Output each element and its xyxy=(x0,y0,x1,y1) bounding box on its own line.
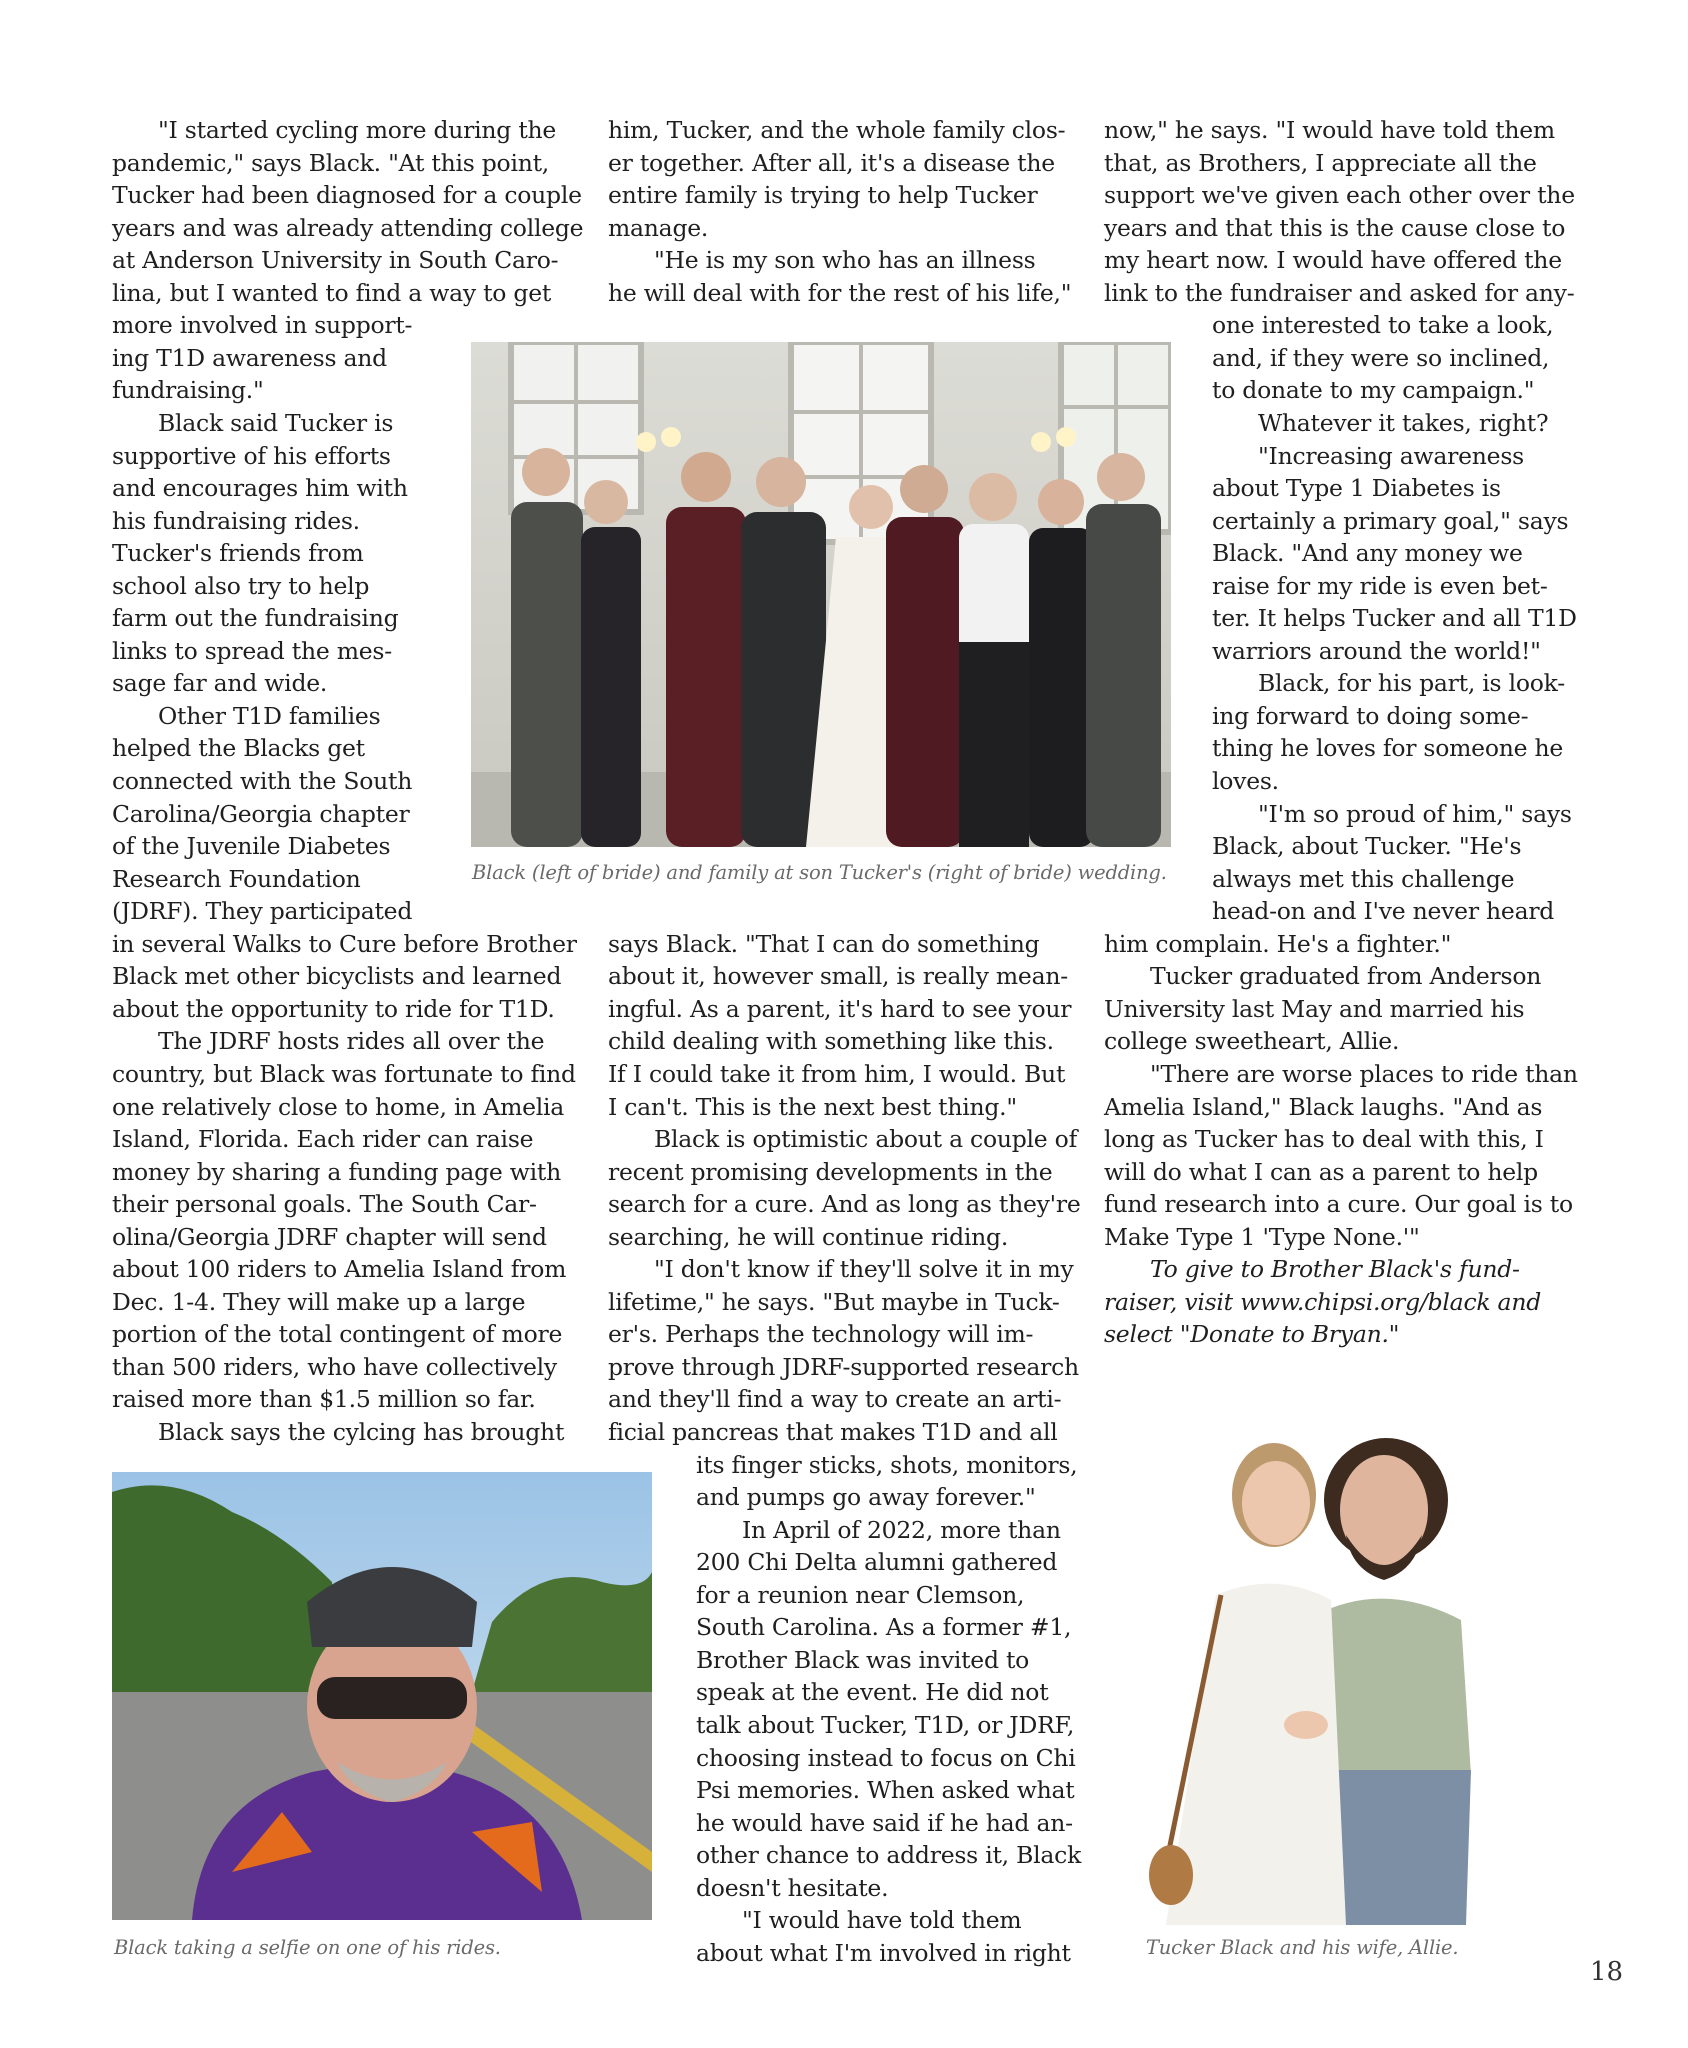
article-text-line: farm out the fundraising xyxy=(112,604,399,633)
article-text-line: entire family is trying to help Tucker xyxy=(608,181,1038,210)
article-text-line: In April of 2022, more than xyxy=(742,1515,1061,1544)
article-text-line: him complain. He's a fighter." xyxy=(1104,929,1452,958)
article-text-line: talk about Tucker, T1D, or JDRF, xyxy=(696,1710,1075,1739)
article-text-line: about what I'm involved in right xyxy=(696,1938,1071,1967)
article-text-line: search for a cure. And as long as they're xyxy=(608,1190,1081,1219)
article-text-line: raised more than $1.5 million so far. xyxy=(112,1385,536,1414)
article-text-line: Psi memories. When asked what xyxy=(696,1776,1075,1805)
article-text-line: money by sharing a funding page with xyxy=(112,1157,561,1186)
article-text-line: his fundraising rides. xyxy=(112,506,360,535)
article-text-line: one interested to take a look, xyxy=(1212,311,1554,340)
article-text-line: Black is optimistic about a couple of xyxy=(654,1125,1078,1154)
article-text-line: "I'm so proud of him," says xyxy=(1258,799,1572,828)
article-text-line: Dec. 1-4. They will make up a large xyxy=(112,1287,526,1316)
article-text-line: Carolina/Georgia chapter xyxy=(112,799,410,828)
article-text-line: manage. xyxy=(608,213,709,242)
article-text-line: supportive of his efforts xyxy=(112,441,391,470)
article-text-line: to donate to my campaign." xyxy=(1212,376,1535,405)
article-text-line: Brother Black was invited to xyxy=(696,1645,1030,1674)
tucker-allie-photo xyxy=(1146,1395,1476,1925)
article-text-line: of the Juvenile Diabetes xyxy=(112,832,391,861)
article-text-line: prove through JDRF-supported research xyxy=(608,1352,1079,1381)
article-text-line: support we've given each other over the xyxy=(1104,181,1575,210)
article-text-line: speak at the event. He did not xyxy=(696,1678,1049,1707)
article-text-line: one relatively close to home, in Amelia xyxy=(112,1092,565,1121)
article-text-line: he would have said if he had an- xyxy=(696,1808,1073,1837)
article-text-line: searching, he will continue riding. xyxy=(608,1222,1009,1251)
article-text-line: "I would have told them xyxy=(742,1906,1022,1935)
article-text-line: sage far and wide. xyxy=(112,669,328,698)
article-text-line: select "Donate to Bryan." xyxy=(1104,1320,1400,1349)
article-text-line: (JDRF). They participated xyxy=(112,897,413,926)
article-text-line: ter. It helps Tucker and all T1D xyxy=(1212,604,1577,633)
article-text-line: "There are worse places to ride than xyxy=(1150,1059,1578,1088)
article-text-line: always met this challenge xyxy=(1212,864,1515,893)
article-text-line: its finger sticks, shots, monitors, xyxy=(696,1450,1078,1479)
article-text-line: country, but Black was fortunate to find xyxy=(112,1059,576,1088)
article-text-line: head-on and I've never heard xyxy=(1212,897,1555,926)
article-text-line: at Anderson University in South Caro- xyxy=(112,246,559,275)
article-text-line: lifetime," he says. "But maybe in Tuck- xyxy=(608,1287,1060,1316)
article-text-line: er together. After all, it's a disease the xyxy=(608,148,1055,177)
article-text-line: recent promising developments in the xyxy=(608,1157,1053,1186)
article-text-line: fund research into a cure. Our goal is to xyxy=(1104,1190,1573,1219)
article-text-line: and encourages him with xyxy=(112,474,408,503)
article-text-line: thing he loves for someone he xyxy=(1212,734,1564,763)
article-text-line: To give to Brother Black's fund- xyxy=(1150,1255,1520,1284)
article-text-line: doesn't hesitate. xyxy=(696,1873,889,1902)
article-text-line: college sweetheart, Allie. xyxy=(1104,1027,1400,1056)
article-text-line: links to spread the mes- xyxy=(112,636,392,665)
article-text-line: portion of the total contingent of more xyxy=(112,1320,563,1349)
article-text-line: Tucker graduated from Anderson xyxy=(1150,962,1542,991)
article-text-line: more involved in support- xyxy=(112,311,413,340)
article-text-line: "He is my son who has an illness xyxy=(654,246,1036,275)
article-text-line: for a reunion near Clemson, xyxy=(696,1580,1025,1609)
article-text-line: now," he says. "I would have told them xyxy=(1104,116,1555,144)
article-text-line: 200 Chi Delta alumni gathered xyxy=(696,1548,1058,1577)
article-text-line: raiser, visit www.chipsi.org/black and xyxy=(1104,1287,1541,1316)
article-text-line: long as Tucker has to deal with this, I xyxy=(1104,1125,1544,1154)
article-text-line: and, if they were so inclined, xyxy=(1212,343,1550,372)
article-text-line: years and that this is the cause close to xyxy=(1104,213,1566,242)
article-text-line: Island, Florida. Each rider can raise xyxy=(112,1125,534,1154)
article-text-line: Tucker's friends from xyxy=(112,539,364,568)
article-text-line: Black says the cylcing has brought xyxy=(158,1418,565,1446)
article-text-line: Amelia Island," Black laughs. "And as xyxy=(1104,1092,1543,1121)
couple-photo-caption: Tucker Black and his wife, Allie. xyxy=(1146,1936,1459,1959)
article-text-line: other chance to address it, Black xyxy=(696,1841,1082,1870)
article-text-line: Other T1D families xyxy=(158,701,381,730)
page-number: 18 xyxy=(1590,1957,1624,1987)
article-text-line: school also try to help xyxy=(112,571,370,600)
article-text-line: child dealing with something like this. xyxy=(608,1027,1054,1056)
article-text-line: certainly a primary goal," says xyxy=(1212,506,1569,535)
article-text-line: If I could take it from him, I would. But xyxy=(608,1059,1066,1088)
article-text-line: connected with the South xyxy=(112,767,413,795)
article-text-line: Black. "And any money we xyxy=(1212,539,1523,568)
article-text-line: pandemic," says Black. "At this point, xyxy=(112,148,550,177)
article-text-line: about the opportunity to ride for T1D. xyxy=(112,994,555,1023)
article-text-line: about it, however small, is really mean- xyxy=(608,962,1068,991)
article-text-line: lina, but I wanted to find a way to get xyxy=(112,278,552,307)
article-text-line: Black met other bicyclists and learned xyxy=(112,962,562,991)
article-text-line: fundraising." xyxy=(112,376,264,405)
article-text-line: I can't. This is the next best thing." xyxy=(608,1092,1017,1121)
article-text-line: Tucker had been diagnosed for a couple xyxy=(112,181,582,210)
article-text-line: "Increasing awareness xyxy=(1258,441,1524,470)
article-text-line: in several Walks to Cure before Brother xyxy=(112,929,577,958)
article-text-line: and pumps go away forever." xyxy=(696,1483,1036,1512)
article-text-line: helped the Blacks get xyxy=(112,734,365,763)
article-text-line: loves. xyxy=(1212,767,1279,795)
article-text-line: warriors around the world!" xyxy=(1212,636,1541,665)
article-text-line: about 100 riders to Amelia Island from xyxy=(112,1255,567,1284)
article-text-line: The JDRF hosts rides all over the xyxy=(158,1027,545,1056)
article-text-line: will do what I can as a parent to help xyxy=(1104,1157,1538,1186)
article-text-line: South Carolina. As a former #1, xyxy=(696,1613,1072,1642)
article-text-line: their personal goals. The South Car- xyxy=(112,1190,537,1219)
article-text-line: Whatever it takes, right? xyxy=(1258,408,1549,437)
article-text-line: ingful. As a parent, it's hard to see your xyxy=(608,994,1072,1023)
article-text-line: olina/Georgia JDRF chapter will send xyxy=(112,1222,547,1251)
article-text-line: link to the fundraiser and asked for any- xyxy=(1104,278,1575,307)
article-text-line: years and was already attending college xyxy=(112,213,584,242)
article-text-line: and they'll find a way to create an arti- xyxy=(608,1385,1062,1414)
article-text-line: choosing instead to focus on Chi xyxy=(696,1743,1076,1772)
article-text-line: er's. Perhaps the technology will im- xyxy=(608,1320,1034,1349)
selfie-photo-caption: Black taking a selfie on one of his rides. xyxy=(114,1936,501,1959)
article-text-line: ficial pancreas that makes T1D and all xyxy=(608,1418,1058,1446)
article-text-line: Black, about Tucker. "He's xyxy=(1212,832,1522,861)
article-text-line: Make Type 1 'Type None.'" xyxy=(1104,1222,1420,1251)
family-wedding-photo xyxy=(471,342,1171,847)
article-text-line: Black said Tucker is xyxy=(158,408,394,437)
article-text-line: "I started cycling more during the xyxy=(158,116,557,144)
article-text-line: my heart now. I would have offered the xyxy=(1104,246,1562,275)
article-text-line: raise for my ride is even bet- xyxy=(1212,571,1548,600)
article-text-line: that, as Brothers, I appreciate all the xyxy=(1104,148,1537,177)
article-text-line: him, Tucker, and the whole family clos- xyxy=(608,116,1066,144)
cycling-selfie-photo xyxy=(112,1472,652,1920)
article-text-line: Black, for his part, is look- xyxy=(1258,669,1565,698)
article-text-line: ing T1D awareness and xyxy=(112,343,387,372)
article-text-line: says Black. "That I can do something xyxy=(608,929,1040,958)
article-text-line: "I don't know if they'll solve it in my xyxy=(654,1255,1074,1284)
article-text-line: he will deal with for the rest of his life," xyxy=(608,278,1072,307)
wedding-photo-caption: Black (left of bride) and family at son Tucker's (right of bride) wedding. xyxy=(472,861,1167,884)
article-text-line: Research Foundation xyxy=(112,864,361,893)
article-text-line: University last May and married his xyxy=(1104,994,1525,1023)
article-text-line: about Type 1 Diabetes is xyxy=(1212,474,1501,503)
article-text-line: than 500 riders, who have collectively xyxy=(112,1352,557,1381)
article-text-line: ing forward to doing some- xyxy=(1212,701,1529,730)
